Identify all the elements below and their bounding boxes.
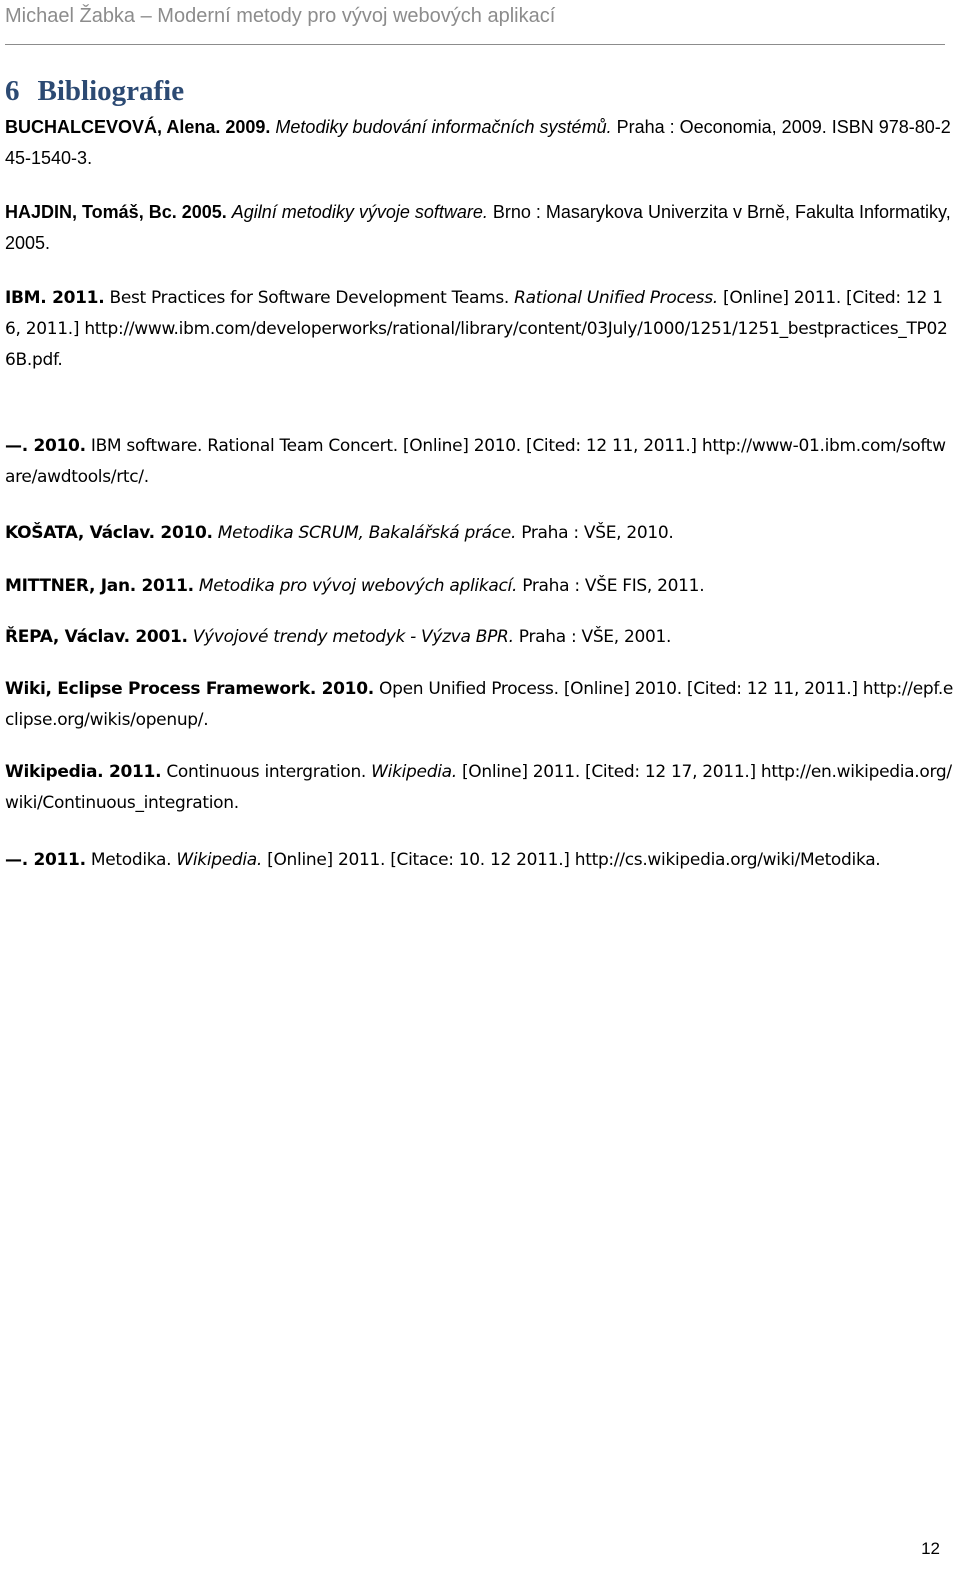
reference-details: Praha : Oeconomia, 2009. ISBN 978-80-245-1540-3. (5, 117, 951, 168)
reference-authors: —. 2011. (5, 850, 86, 870)
reference-pre-title: Continuous intergration. (166, 762, 367, 782)
reference-title: Wikipedia. (371, 762, 457, 782)
reference-authors: HAJDIN, Tomáš, Bc. 2005. (5, 202, 227, 222)
page-number: 12 (921, 1539, 940, 1558)
header-divider (5, 44, 945, 45)
reference-authors: IBM. 2011. (5, 288, 105, 308)
reference-authors: ŘEPA, Václav. 2001. (5, 627, 188, 647)
section-number: 6 (5, 75, 20, 107)
reference-repa (5, 622, 955, 653)
reference-title: Metodika pro vývoj webových aplikací. (198, 576, 518, 596)
reference-details: IBM software. Rational Team Concert. [Online] 2010. [Cited: 12 11, 2011.] http://www-01.ibm.com/software/awdtools/rtc/. (5, 436, 946, 487)
reference-pre-title: Metodika. (90, 850, 172, 870)
reference-ibm-rtc (5, 431, 955, 493)
reference-authors: Wikipedia. 2011. (5, 762, 162, 782)
running-header: Michael Žabka – Moderní metody pro vývoj webových aplikací (5, 5, 556, 27)
reference-ibm-rup (5, 283, 955, 376)
reference-details: [Online] 2011. [Cited: 12 17, 2011.] http://en.wikipedia.org/wiki/Continuous_integration. (5, 762, 952, 813)
reference-authors: —. 2010. (5, 436, 86, 456)
section-title: Bibliografie (37, 75, 185, 107)
reference-title: Wikipedia. (176, 850, 263, 870)
reference-mittner (5, 571, 955, 602)
reference-pre-title: Best Practices for Software Development Teams. (109, 288, 510, 308)
reference-authors: KOŠATA, Václav. 2010. (5, 523, 213, 543)
reference-title: Metodika SCRUM, Bakalářská práce. (217, 523, 517, 543)
reference-details: Open Unified Process. [Online] 2010. [Cited: 12 11, 2011.] http://epf.eclipse.org/wikis/openup/. (5, 679, 954, 730)
reference-buchalcevova (5, 112, 955, 174)
reference-wikipedia-metodika (5, 845, 955, 876)
reference-details: Brno : Masarykova Univerzita v Brně, Fakulta Informatiky, 2005. (5, 202, 951, 253)
reference-eclipse-epf (5, 674, 955, 736)
reference-details: Praha : VŠE FIS, 2011. (522, 576, 705, 596)
reference-authors: MITTNER, Jan. 2011. (5, 576, 194, 596)
reference-authors: Wiki, Eclipse Process Framework. 2010. (5, 679, 374, 699)
reference-details: Praha : VŠE, 2010. (521, 523, 674, 543)
reference-title: Agilní metodiky vývoje software. (231, 202, 488, 222)
reference-details: [Online] 2011. [Citace: 10. 12 2011.] http://cs.wikipedia.org/wiki/Metodika. (267, 850, 881, 870)
reference-details: Praha : VŠE, 2001. (518, 627, 672, 647)
reference-kosata (5, 518, 955, 549)
reference-hajdin (5, 197, 955, 259)
reference-details: [Online] 2011. [Cited: 12 16, 2011.] http://www.ibm.com/developerworks/rational/library/content/03July/1000/1251/1251_bestpractices_TP026B.pdf. (5, 288, 948, 370)
reference-title: Metodiky budování informačních systémů. (275, 117, 612, 137)
reference-title: Vývojové trendy metodyk - Výzva BPR. (192, 627, 514, 647)
reference-wikipedia-ci (5, 757, 955, 819)
reference-authors: BUCHALCEVOVÁ, Alena. 2009. (5, 117, 271, 137)
section-heading (5, 73, 184, 109)
reference-title: Rational Unified Process. (514, 288, 718, 308)
